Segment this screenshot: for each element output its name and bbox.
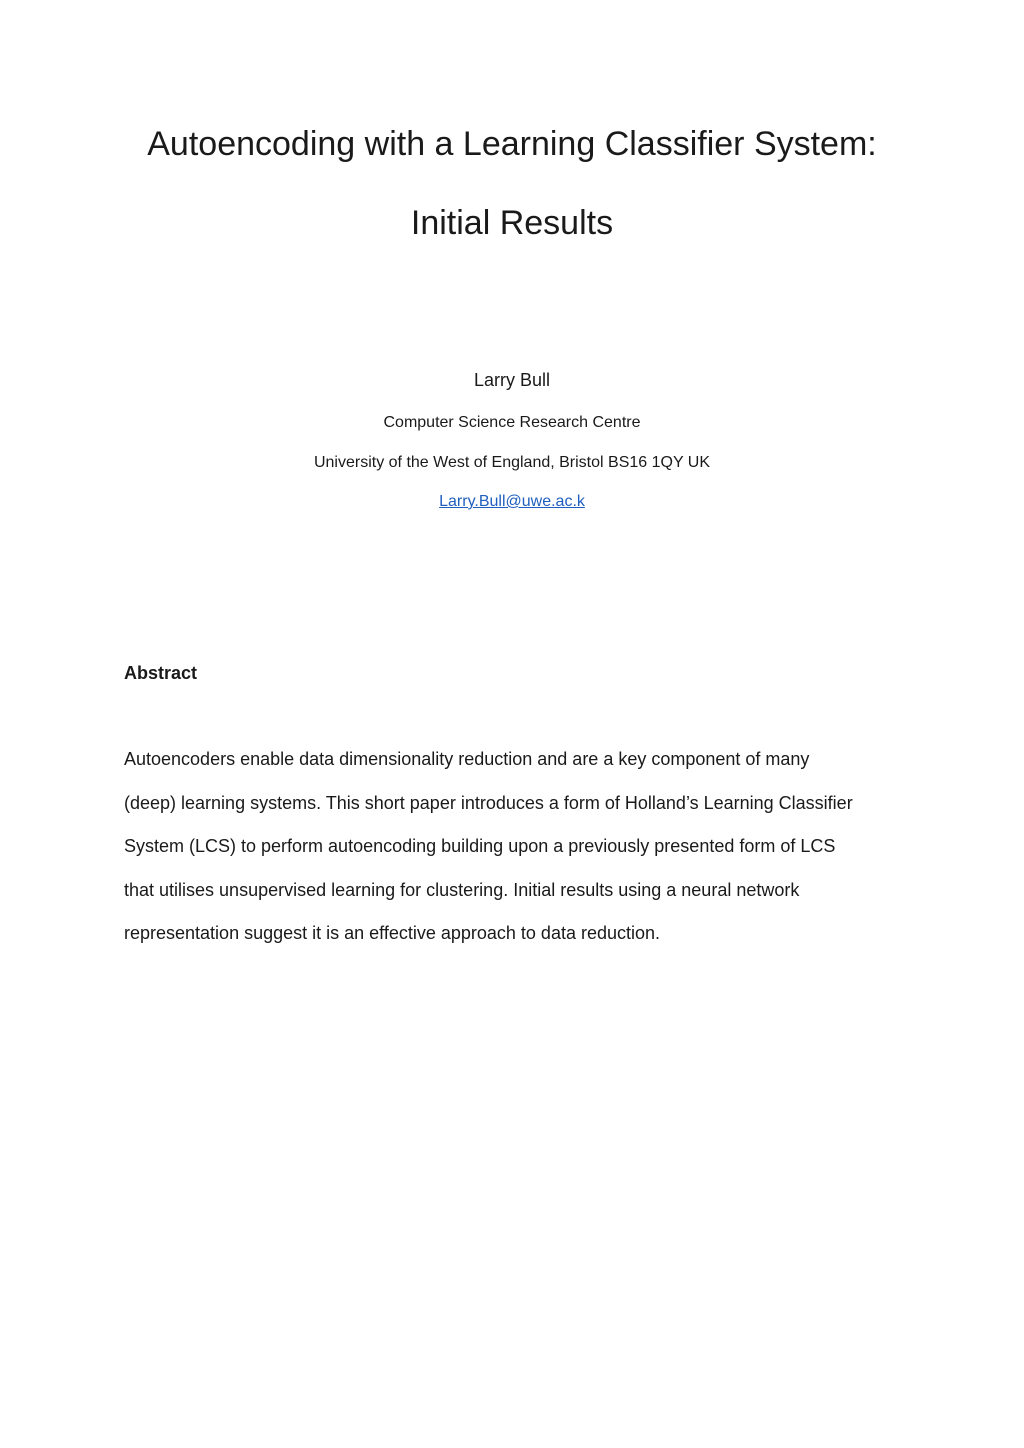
abstract-line: (deep) learning systems. This short paper introduces a form of Holland’s Learning Classifier bbox=[124, 792, 853, 813]
abstract-line: that utilises unsupervised learning for clustering. Initial results using a neural network bbox=[124, 879, 800, 900]
abstract-line: System (LCS) to perform autoencoding building upon a previously presented form of LCS bbox=[124, 836, 836, 856]
author-email-line bbox=[0, 492, 1024, 512]
affiliation-department: Computer Science Research Centre bbox=[383, 414, 641, 431]
author-email-link[interactable]: Larry.Bull@uwe.ac.k bbox=[439, 493, 585, 510]
abstract-body bbox=[124, 748, 904, 966]
affiliation-address: University of the West of England, Bristol BS16 1QY UK bbox=[313, 454, 711, 471]
abstract-heading: Abstract bbox=[124, 663, 198, 683]
author-name: Larry Bull bbox=[473, 370, 551, 390]
paper-title-line-2: Initial Results bbox=[410, 204, 614, 242]
abstract-line: representation suggest it is an effective approach to data reduction. bbox=[124, 923, 661, 943]
abstract-line: Autoencoders enable data dimensionality reduction and are a key component of many bbox=[124, 749, 810, 769]
paper-title-line-1: Autoencoding with a Learning Classifier System: bbox=[147, 125, 877, 163]
